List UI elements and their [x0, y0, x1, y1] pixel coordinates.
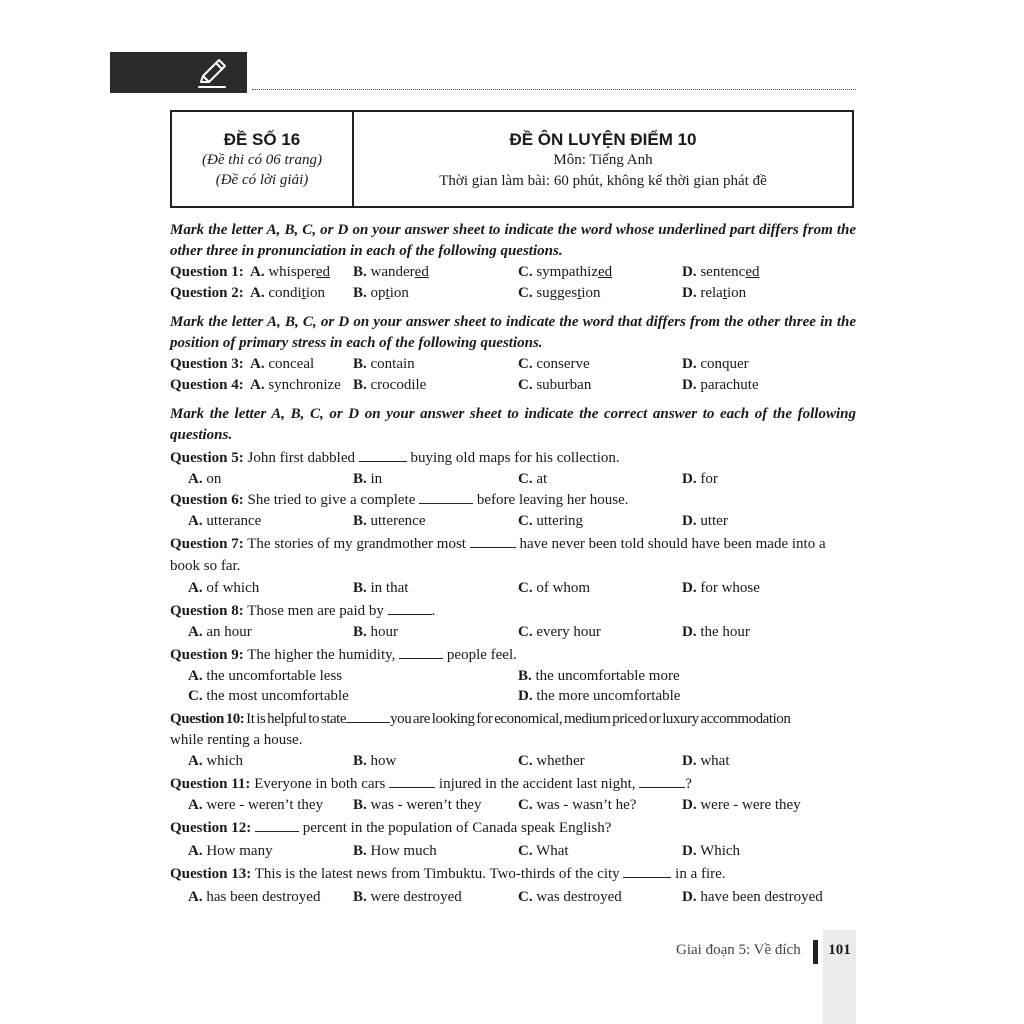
exam-title: ĐỀ ÔN LUYỆN ĐIỂM 10: [509, 130, 697, 149]
answer-instruction: Mark the letter A, B, C, or D on your answer sheet to indicate the correct answer to each of the following questions.: [170, 406, 856, 443]
pronunciation-instruction: Mark the letter A, B, C, or D on your answer sheet to indicate the word whose underlined part differs from the other three in pronunciation in each of the following questions.: [170, 222, 856, 259]
question-6: Question 6: She tried to give a complete before leaving her house.: [170, 492, 629, 508]
question-9: Question 9: The higher the humidity, people feel.: [170, 647, 517, 663]
question-5: Question 5: John first dabbled buying old maps for his collection.: [170, 450, 620, 466]
question-4: Question 4: A. synchronize B. crocodile C. suburban D. parachute: [170, 377, 759, 393]
question-10-line-2: while renting a house.: [170, 732, 303, 748]
exam-code: ĐỀ SỐ 16: [223, 130, 301, 149]
question-7-line-2: book so far.: [170, 558, 241, 574]
footer-divider: [813, 940, 818, 964]
question-1: Question 1: A. whispered B. wandered C. sympathized D. sentenced: [170, 264, 760, 280]
question-10: Question 10: It is helpful to state you are looking for economical, medium priced or luxury accommodation: [170, 711, 791, 727]
stage-label: Giai đoạn 5: Về đích: [676, 942, 801, 958]
time-note: Thời gian làm bài: 60 phút, không kể thời gian phát đề: [439, 173, 767, 189]
subject: Môn: Tiếng Anh: [553, 152, 653, 168]
solution-note: (Đề có lời giải): [215, 172, 309, 188]
dotted-rule: [252, 89, 856, 90]
page-number: 101: [828, 942, 851, 958]
question-3: Question 3: A. conceal B. contain C. conserve D. conquer: [170, 356, 749, 372]
question-12: Question 12: percent in the population of Canada speak English?: [170, 820, 612, 836]
question-2: Question 2: A. condition B. option C. suggestion D. relation: [170, 285, 747, 301]
question-13: Question 13: This is the latest news from Timbuktu. Two-thirds of the city in a fire.: [170, 866, 726, 882]
question-11: Question 11: Everyone in both cars injured in the accident last night, ?: [170, 776, 692, 792]
stress-instruction: Mark the letter A, B, C, or D on your answer sheet to indicate the word that differs from the other three in the position of primary stress in each of the following questions.: [170, 314, 856, 351]
question-8: Question 8: Those men are paid by .: [170, 603, 436, 619]
question-7: Question 7: The stories of my grandmother most have never been told should have been made into a: [170, 536, 826, 552]
pencil-icon: [195, 56, 229, 90]
page-count-note: (Đề thi có 06 trang): [202, 152, 322, 168]
